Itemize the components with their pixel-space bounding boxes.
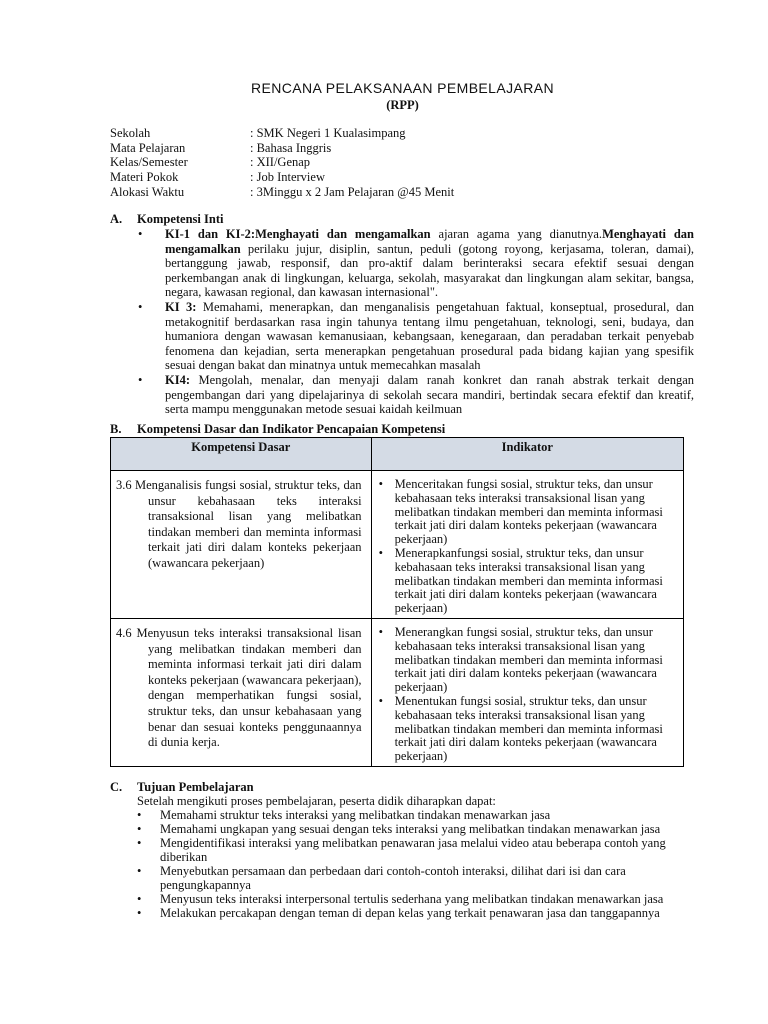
tujuan-section: [110, 780, 710, 920]
identity-value: : Job Interview: [250, 169, 325, 184]
indicator-text: Menentukan fungsi sosial, struktur teks, dan unsur kebahasaan teks interaksi transaksional lisan yang melibatkan tindakan memberi dan meminta informasi terkait jati diri dalam konteks pekerjaan (wawancara pekerjaan): [394, 693, 663, 764]
identity-key: Sekolah: [110, 126, 151, 140]
bullet-icon: •: [137, 864, 142, 878]
identity-value: : SMK Negeri 1 Kualasimpang: [250, 126, 406, 140]
tujuan-item: [110, 808, 710, 822]
tujuan-text: Memahami struktur teks interaksi yang melibatkan tindakan menawarkan jasa: [160, 808, 551, 822]
section-title: Kompetensi Dasar dan Indikator Pencapaian Kompetensi: [137, 422, 446, 436]
identity-key: Mata Pelajaran: [110, 140, 186, 155]
tujuan-item: [110, 864, 710, 892]
table-row: [111, 471, 684, 619]
kompetensi-table: [110, 437, 684, 767]
identity-value: : 3Minggu x 2 Jam Pelajaran @45 Menit: [250, 185, 455, 200]
identity-key: Kelas/Semester: [110, 155, 188, 170]
indicator-text: Menerangkan fungsi sosial, struktur teks, dan unsur kebahasaan teks interaksi transaksional lisan yang melibatkan tindakan memberi dan meminta informasi terkait jati diri dalam konteks pekerjaan (wawancara pekerjaan): [394, 625, 663, 695]
identity-row: [110, 155, 454, 170]
ki-bold: KI4:: [165, 372, 190, 387]
tujuan-item: [110, 892, 710, 906]
section-a-heading: [110, 212, 223, 227]
kd-text: 3.6 Menganalisis fungsi sosial, struktur teks, dan unsur kebahasaan teks interaksi transaksional lisan yang melibatkan tindakan memberi dan meminta informasi terkait jati diri dalam konteks pekerjaan (wawancara pekerjaan): [116, 478, 362, 570]
section-letter: C.: [110, 780, 123, 794]
document-subtitle: (RPP): [386, 98, 419, 112]
ki-item: [138, 373, 694, 417]
bullet-icon: •: [138, 372, 143, 387]
table-header-row: [111, 438, 684, 471]
tujuan-text: Mengidentifikasi interaksi yang melibatkan penawaran jasa melalui video atau beberapa contoh yang diberikan: [160, 836, 666, 864]
indicator-item: [379, 626, 672, 695]
kd-text: 4.6 Menyusun teks interaksi transaksional lisan yang melibatkan tindakan memberi dan meminta informasi terkait jati diri dalam konteks pekerjaan (wawancara pekerjaan), dengan memperhatikan fungsi sosial, struktur teks, dan unsur kebahasaan yang benar dan sesuai konteks penggunaannya di dunia kerja.: [116, 626, 362, 750]
ki-text: perilaku jujur, disiplin, santun, peduli (gotong royong, kerjasama, toleran, damai), bertanggung jawab, responsif, dan pro-aktif dalam berinteraksi secara efektif sesuai dengan perkembangan anak di lingkungan, keluarga, sekolah, masyarakat dan lingkungan alam sekitar, bangsa, negara, kawasan regional, dan kawasan internasional".: [165, 241, 694, 300]
indicator-text: Menceritakan fungsi sosial, struktur teks, dan unsur kebahasaan teks interaksi transaksional lisan yang melibatkan tindakan memberi dan meminta informasi terkait jati diri dalam konteks pekerjaan (wawancara pekerjaan): [394, 477, 663, 547]
ki-text: Mengolah, menalar, dan menyaji dalam ranah konkret dan ranah abstrak terkait dengan pengembangan dari yang dipelajarinya di sekolah secara mandiri, bertindak secara efektif dan kreatif, serta mampu menggunakan metode sesuai kaidah keilmuan: [165, 372, 694, 417]
ki-bold: KI-1 dan KI-2:Menghayati dan mengamalkan: [165, 227, 431, 241]
indicator-item: [379, 547, 672, 616]
tujuan-text: Melakukan percakapan dengan teman di depan kelas yang terkait penawaran jasa dan tanggapannya: [160, 906, 660, 920]
bullet-icon: •: [138, 299, 143, 314]
bullet-icon: •: [138, 227, 143, 241]
tujuan-text: Memahami ungkapan yang sesuai dengan teks interaksi yang melibatkan tindakan menawarkan jasa: [160, 822, 661, 836]
indicator-text: Menerapkanfungsi sosial, struktur teks, dan unsur kebahasaan teks interaksi transaksional lisan yang melibatkan tindakan memberi dan meminta informasi terkait jati diri dalam konteks pekerjaan (wawancara pekerjaan): [394, 545, 663, 616]
ki-text: ajaran agama yang dianutnya.: [430, 227, 603, 241]
indicator-item: [379, 695, 672, 764]
bullet-icon: •: [378, 545, 383, 560]
ki-bold: Menghayati dan mengamalkan: [165, 227, 694, 256]
ki-item: [138, 300, 694, 373]
section-title: Kompetensi Inti: [137, 212, 224, 226]
kd-cell: [111, 471, 372, 619]
bullet-icon: •: [137, 808, 142, 822]
tujuan-list: [110, 808, 710, 920]
tujuan-item: [110, 836, 710, 864]
bullet-icon: •: [137, 892, 142, 906]
identity-row: [110, 185, 454, 200]
identity-row: [110, 126, 454, 141]
tujuan-text: Menyusun teks interaksi interpersonal tertulis sederhana yang melibatkan tindakan menawarkan jasa: [160, 892, 664, 906]
identity-value: : XII/Genap: [250, 155, 311, 170]
column-header: Kompetensi Dasar: [111, 438, 372, 471]
bullet-icon: •: [137, 906, 142, 920]
document-title: RENCANA PELAKSANAAN PEMBELAJARAN: [250, 80, 554, 96]
tujuan-text: Menyebutkan persamaan dan perbedaan dari contoh-contoh interaksi, dilihat dari isi dan cara pengungkapannya: [160, 864, 626, 892]
indicator-cell: [371, 471, 683, 619]
bullet-icon: •: [378, 477, 383, 491]
tujuan-item: [110, 822, 710, 836]
tujuan-intro: Setelah mengikuti proses pembelajaran, peserta didik diharapkan dapat:: [137, 794, 496, 808]
column-header: Indikator: [371, 438, 683, 471]
indicator-list: [373, 620, 682, 764]
identity-key: Materi Pokok: [110, 169, 179, 184]
identity-value: : Bahasa Inggris: [250, 140, 332, 155]
bullet-icon: •: [137, 836, 142, 850]
kd-cell: [111, 619, 372, 767]
bullet-icon: •: [378, 625, 383, 639]
ki-text: Memahami, menerapkan, dan menganalisis pengetahuan faktual, konseptual, prosedural, dan metakognitif berdasarkan rasa ingin tahunya tentang ilmu pengetahuan, teknologi, seni, budaya, dan humaniora dengan wawasan kemanusiaan, kebangsaan, kenegaraan, dan peradaban terkait penyebab fenomena dan kejadian, serta menerapkan pengetahuan prosedural pada bidang kajian yang spesifik sesuai dengan bakat dan minatnya untuk memecahkan masalah: [165, 299, 694, 373]
identity-key: Alokasi Waktu: [110, 185, 185, 200]
section-c-heading: [110, 780, 710, 794]
section-title: Tujuan Pembelajaran: [137, 780, 254, 794]
identity-row: [110, 170, 454, 185]
kompetensi-inti-list: [138, 227, 694, 417]
section-letter: B.: [110, 422, 122, 436]
ki-bold: KI 3:: [165, 299, 197, 314]
indicator-item: [379, 478, 672, 547]
identity-block: [110, 126, 454, 200]
table-row: [111, 619, 684, 767]
section-b-heading: [110, 422, 445, 437]
bullet-icon: •: [378, 693, 383, 708]
indicator-list: [373, 472, 682, 616]
indicator-cell: [371, 619, 683, 767]
bullet-icon: •: [137, 822, 142, 836]
section-letter: A.: [110, 212, 123, 226]
identity-row: [110, 141, 454, 156]
tujuan-item: [110, 906, 710, 920]
ki-item: [138, 227, 694, 300]
